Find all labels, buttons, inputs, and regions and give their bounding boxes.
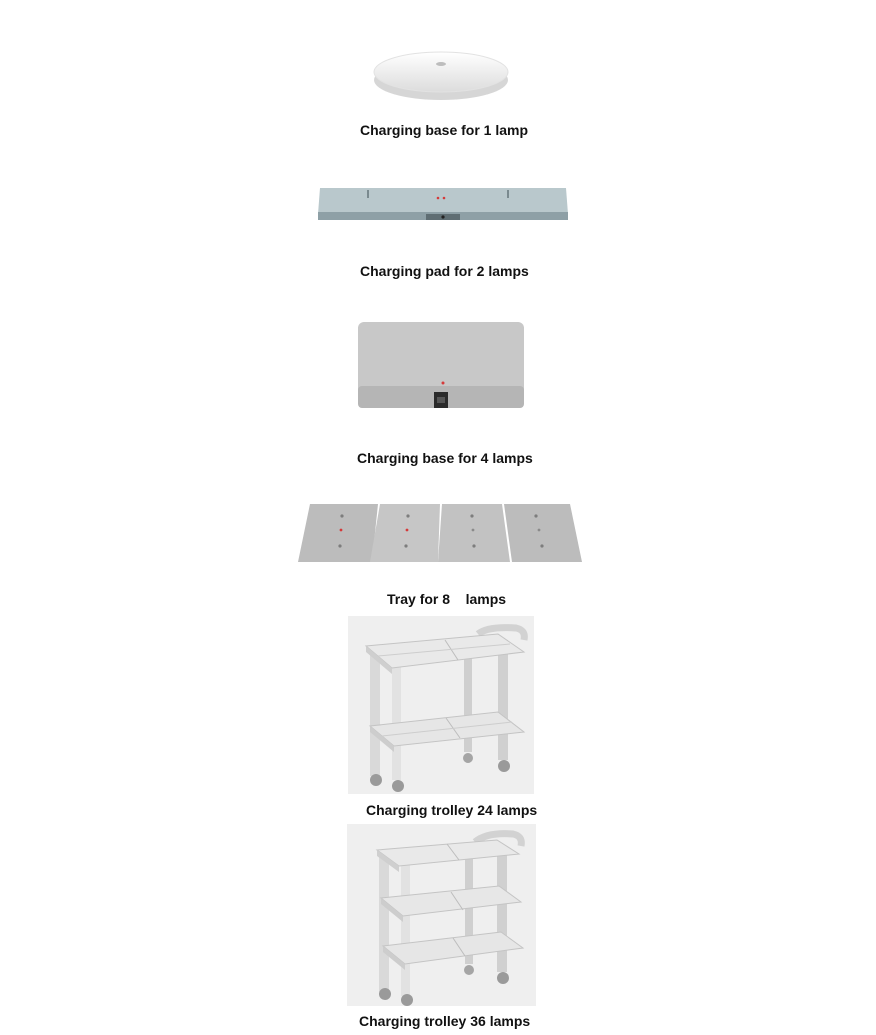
charging-trolley-36-lamps-image [347,824,536,1006]
charging-trolley-24-lamps-image [348,616,534,794]
tray-8-lamps-image [296,502,584,566]
charging-pad-2-lamps-image [316,186,570,226]
caption-charging-base-4-lamps: Charging base for 4 lamps [357,450,533,466]
caption-charging-trolley-24-lamps: Charging trolley 24 lamps [366,802,538,818]
charging-base-1-lamp-image [370,36,512,116]
caption-tray-8-lamps: Tray for 8 lamps [387,591,507,607]
caption-charging-base-1-lamp: Charging base for 1 lamp [360,122,529,138]
charging-base-4-lamps-image [356,320,526,412]
caption-charging-trolley-36-lamps: Charging trolley 36 lamps [359,1013,531,1029]
caption-charging-pad-2-lamps: Charging pad for 2 lamps [360,263,529,279]
